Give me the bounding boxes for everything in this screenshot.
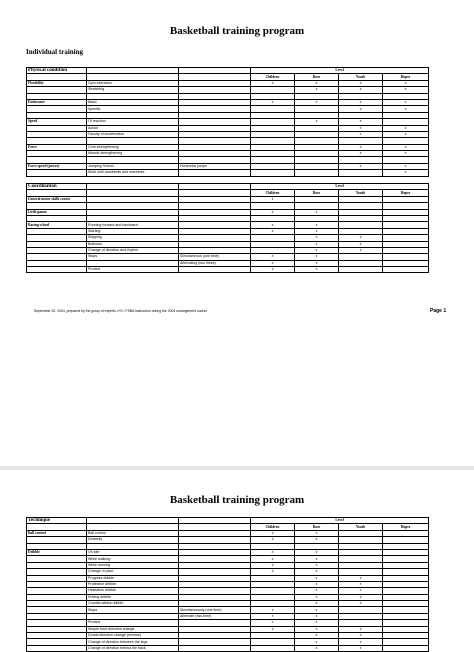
level-mark-cell: x	[339, 575, 383, 581]
level-mark-cell: x	[339, 241, 383, 247]
level-column-header: Hopes	[383, 190, 429, 196]
table-row	[27, 267, 429, 273]
level-mark-cell: x	[295, 588, 339, 594]
level-mark-cell: x	[339, 99, 383, 105]
note-cell	[179, 170, 251, 176]
level-mark-cell: x	[251, 626, 295, 632]
level-mark-cell: x	[383, 87, 429, 93]
level-mark-cell: x	[295, 645, 339, 651]
level-column-header: Youth	[339, 74, 383, 80]
level-mark-cell: x	[383, 125, 429, 131]
level-mark-cell: x	[295, 87, 339, 93]
exercise-cell: Progress dribble	[87, 575, 179, 581]
level-mark-cell	[295, 170, 339, 176]
exercise-cell: Simple front direction change	[87, 626, 179, 632]
level-mark-cell: x	[295, 601, 339, 607]
category-cell: Endurance	[27, 99, 87, 105]
category-cell	[27, 267, 87, 273]
level-mark-cell: x	[339, 87, 383, 93]
exercise-cell: Skipping	[87, 235, 179, 241]
coordination-table	[26, 183, 429, 273]
exercise-cell: While walking	[87, 556, 179, 562]
level-mark-cell	[383, 267, 429, 273]
level-column-header: Children	[251, 190, 295, 196]
category-cell: Force	[27, 144, 87, 150]
level-column-header: Youth	[339, 524, 383, 530]
exercise-cell: Faculty of Acceleration	[87, 131, 179, 137]
page-title: Basketball training program	[169, 25, 305, 37]
section-heading: Physical condition	[27, 68, 87, 74]
level-column-header: Children	[251, 524, 295, 530]
level-mark-cell	[251, 645, 295, 651]
exercise-cell: Protection dribble	[87, 581, 179, 587]
level-mark-cell: x	[295, 228, 339, 234]
note-cell: Simultaneously (one time)	[179, 607, 251, 613]
section-heading: Coordination	[27, 184, 87, 190]
level-mark-cell: x	[295, 594, 339, 600]
exercise-cell: Pivoted	[87, 267, 179, 273]
level-mark-cell: x	[295, 119, 339, 125]
level-mark-cell: x	[295, 575, 339, 581]
level-mark-cell: x	[339, 125, 383, 131]
level-mark-cell: x	[383, 163, 429, 169]
exercise-cell: Core strengthening	[87, 144, 179, 150]
level-mark-cell: x	[339, 601, 383, 607]
exercise-cell: Change of pace	[87, 569, 179, 575]
level-column-header: Base	[295, 190, 339, 196]
level-mark-cell: x	[383, 80, 429, 86]
level-mark-cell	[339, 170, 383, 176]
exercise-cell: Muscle strengthening	[87, 151, 179, 157]
level-mark-cell: x	[295, 549, 339, 555]
level-mark-cell: x	[339, 106, 383, 112]
level-mark-cell: x	[251, 260, 295, 266]
exercise-cell: Dexterity	[87, 537, 179, 543]
level-header: Level	[251, 184, 429, 190]
level-mark-cell: x	[339, 247, 383, 253]
level-mark-cell: x	[383, 151, 429, 157]
table-row	[27, 645, 429, 651]
level-mark-cell: x	[295, 267, 339, 273]
level-mark-cell: x	[339, 594, 383, 600]
exercise-cell: Change of direction behind the back	[87, 645, 179, 651]
level-mark-cell: x	[295, 260, 339, 266]
level-mark-cell: x	[339, 581, 383, 587]
section-subtitle: Individual training	[26, 48, 83, 56]
note-cell: Horizontal jumps	[179, 163, 251, 169]
level-mark-cell: x	[251, 562, 295, 568]
level-mark-cell: x	[251, 537, 295, 543]
level-mark-cell: x	[383, 144, 429, 150]
level-mark-cell: x	[295, 607, 339, 613]
level-mark-cell: x	[251, 80, 295, 86]
level-column-header: Hopes	[383, 524, 429, 530]
level-mark-cell: x	[251, 254, 295, 260]
note-cell: Alternate (two-time)	[179, 613, 251, 619]
level-mark-cell: x	[251, 228, 295, 234]
category-cell: Little games	[27, 209, 87, 215]
category-cell: Speed	[27, 119, 87, 125]
level-column-header: Base	[295, 524, 339, 530]
level-mark-cell: x	[295, 581, 339, 587]
exercise-cell: Work with dumbbells and machines	[87, 170, 179, 176]
page-footer: September 20, 2004, prepared by the group of experts J+S / FSBA instructors during the 2003 management course	[34, 309, 208, 313]
level-mark-cell: x	[339, 639, 383, 645]
level-mark-cell: x	[251, 267, 295, 273]
level-mark-cell: x	[383, 131, 429, 137]
section-heading: Technique	[27, 518, 87, 524]
level-mark-cell: x	[339, 80, 383, 86]
exercise-cell: Stretching	[87, 87, 179, 93]
exercise-cell: Stops	[87, 254, 179, 260]
document-page-2	[0, 470, 474, 650]
exercise-cell: Starting	[87, 228, 179, 234]
exercise-cell: Running forward and backward	[87, 222, 179, 228]
level-mark-cell: x	[339, 131, 383, 137]
level-mark-cell: x	[295, 247, 339, 253]
level-mark-cell: x	[339, 144, 383, 150]
exercise-cell: Action	[87, 125, 179, 131]
page-number: Page 1	[430, 308, 447, 314]
level-mark-cell: x	[383, 99, 429, 105]
level-mark-cell	[251, 170, 295, 176]
level-header: Level	[251, 518, 429, 524]
level-mark-cell: x	[295, 537, 339, 543]
level-mark-cell: x	[295, 633, 339, 639]
level-mark-cell: x	[339, 588, 383, 594]
exercise-cell: Buttocks	[87, 241, 179, 247]
level-mark-cell: x	[251, 549, 295, 555]
note-cell	[179, 267, 251, 273]
exercise-cell: Hesitation dribble	[87, 588, 179, 594]
category-cell: Flexibility	[27, 80, 87, 86]
category-cell	[27, 645, 87, 651]
exercise-cell: On site	[87, 549, 179, 555]
level-mark-cell: x	[251, 607, 295, 613]
level-mark-cell: x	[251, 569, 295, 575]
exercise-cell: Driving dribble	[87, 594, 179, 600]
level-mark-cell	[383, 645, 429, 651]
exercise-cell: While running	[87, 562, 179, 568]
level-mark-cell	[339, 267, 383, 273]
note-cell: Alternating (two times)	[179, 260, 251, 266]
level-column-header: Base	[295, 74, 339, 80]
exercise-cell: Stops	[87, 607, 179, 613]
level-column-header: Hopes	[383, 74, 429, 80]
exercise-cell: Change of direction between the legs	[87, 639, 179, 645]
category-cell: Racing school	[27, 222, 87, 228]
exercise-cell: Basic	[87, 99, 179, 105]
level-mark-cell: x	[251, 222, 295, 228]
level-header: Level	[251, 68, 429, 74]
note-cell: Simultaneous (one time)	[179, 254, 251, 260]
level-mark-cell: x	[251, 530, 295, 536]
category-cell	[27, 170, 87, 176]
exercise-cell: Ball control	[87, 530, 179, 536]
level-mark-cell: x	[295, 569, 339, 575]
exercise-cell: Change of direction and rhythm	[87, 247, 179, 253]
exercise-cell: Of reaction	[87, 119, 179, 125]
level-mark-cell: x	[251, 99, 295, 105]
level-mark-cell: x	[295, 254, 339, 260]
level-mark-cell: x	[251, 196, 295, 202]
exercise-cell: Pivoted	[87, 620, 179, 626]
level-mark-cell: x	[295, 235, 339, 241]
level-mark-cell: x	[295, 530, 339, 536]
level-mark-cell: x	[339, 645, 383, 651]
note-cell	[179, 645, 251, 651]
exercise-cell: Gym exercises	[87, 80, 179, 86]
exercise-cell: Jumping School	[87, 163, 179, 169]
category-cell: Dribble	[27, 549, 87, 555]
level-mark-cell: x	[295, 222, 339, 228]
exercise-cell: Counter-attack dribble	[87, 601, 179, 607]
level-column-header: Children	[251, 74, 295, 80]
level-mark-cell: x	[295, 556, 339, 562]
category-cell: Ball control	[27, 530, 87, 536]
exercise-cell: Dorsal direction change (reverse)	[87, 633, 179, 639]
level-mark-cell: x	[295, 209, 339, 215]
level-mark-cell: x	[251, 613, 295, 619]
level-mark-cell: x	[339, 633, 383, 639]
level-mark-cell: x	[339, 119, 383, 125]
level-mark-cell: x	[339, 151, 383, 157]
level-mark-cell: x	[295, 80, 339, 86]
level-mark-cell: x	[295, 241, 339, 247]
level-mark-cell: x	[251, 209, 295, 215]
category-cell: General motor skills course	[27, 196, 87, 202]
physical-condition-table	[26, 67, 429, 177]
level-mark-cell: x	[251, 556, 295, 562]
level-mark-cell: x	[383, 106, 429, 112]
level-mark-cell: x	[339, 235, 383, 241]
level-mark-cell: x	[295, 562, 339, 568]
page-title-2: Basketball training program	[169, 494, 305, 506]
level-mark-cell: x	[383, 170, 429, 176]
exercise-cell: Specific	[87, 106, 179, 112]
level-mark-cell: x	[339, 163, 383, 169]
table-row	[27, 170, 429, 176]
level-mark-cell: x	[339, 626, 383, 632]
level-mark-cell: x	[295, 613, 339, 619]
level-mark-cell: x	[295, 620, 339, 626]
level-mark-cell: x	[295, 626, 339, 632]
level-column-header: Youth	[339, 190, 383, 196]
level-mark-cell: x	[295, 99, 339, 105]
level-mark-cell: x	[251, 620, 295, 626]
category-cell: Force-speed (power)	[27, 163, 87, 169]
level-mark-cell: x	[295, 639, 339, 645]
